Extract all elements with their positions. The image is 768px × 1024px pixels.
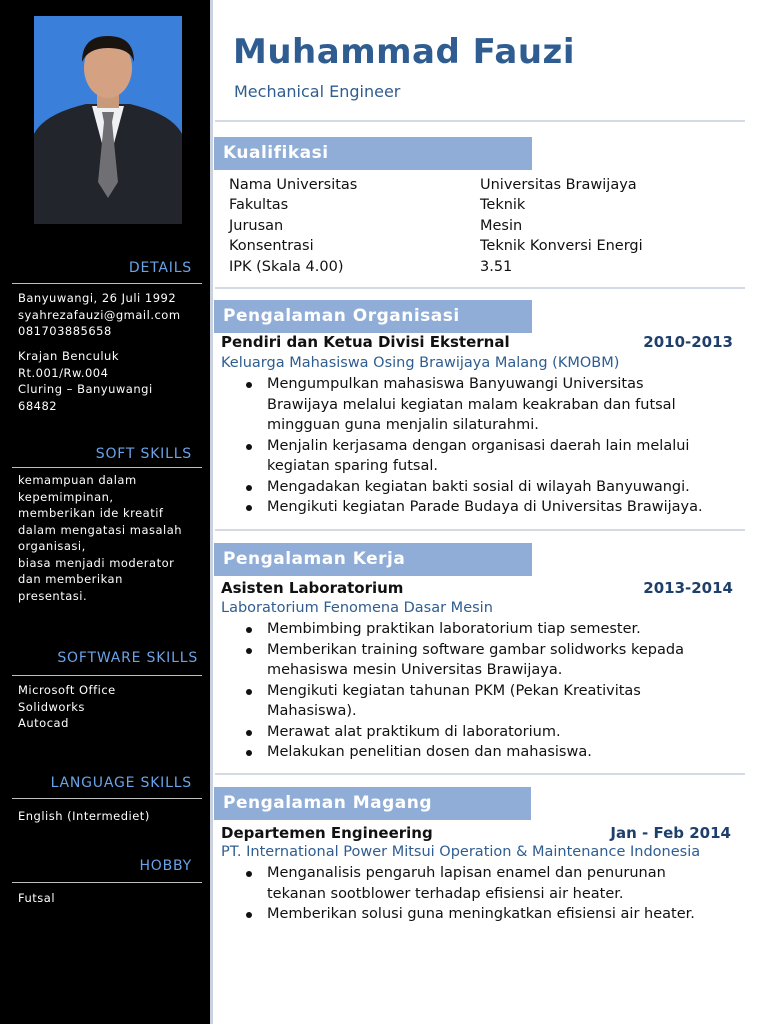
bullet-line: Merawat alat praktikum di laboratorium. [267,723,561,740]
bullet-line: Mengadakan kegiatan bakti sosial di wilayah Banyuwangi. [267,478,690,495]
header-divider [215,120,745,122]
software-item: Solidworks [18,699,85,714]
soft-skills-text [18,472,198,604]
soft-skills-line: kepemimpinan, [18,489,114,504]
qualification-row [229,218,729,238]
kerja-heading: Pengalaman Kerja [223,549,406,569]
kualifikasi-divider [215,287,745,289]
soft-skills-divider [12,467,202,468]
list-item [246,374,746,436]
profile-photo [34,16,182,224]
soft-skills-line: dan memberikan [18,572,123,586]
organisasi-divider [215,529,745,531]
bullet-line: mehasiswa mesin Universitas Brawijaya. [267,662,563,678]
kerja-position: Asisten Laboratorium [221,579,404,597]
list-item [246,863,746,904]
organisasi-org: Keluarga Mahasiswa Osing Brawijaya Malang (KMOBM) [221,355,620,371]
magang-date: Jan - Feb 2014 [610,824,731,842]
hobby-divider [12,882,202,883]
hobby-item: Futsal [18,891,56,905]
list-item [246,436,746,477]
address-line: Cluring – Banyuwangi [18,382,153,396]
organisasi-heading: Pengalaman Organisasi [223,306,460,326]
organisasi-section-bar [214,300,532,333]
magang-section-bar [214,787,531,820]
organisasi-bullets [246,374,746,518]
birth-info: Banyuwangi, 26 Juli 1992 [18,291,177,305]
details-contact [18,290,198,340]
magang-position: Departemen Engineering [221,824,433,842]
address-line: Rt.001/Rw.004 [18,365,109,380]
job-title: Mechanical Engineer [234,82,401,101]
qualification-value: Teknik Konversi Energi [480,238,643,254]
soft-skills-line: dalam mengatasi masalah [18,522,183,537]
qualification-row [229,177,729,197]
list-item [246,619,746,640]
software-item: Microsoft Office [18,683,116,697]
organisasi-position: Pendiri dan Ketua Divisi Eksternal [221,333,510,351]
kerja-org: Laboratorium Fenomena Dasar Mesin [221,600,493,616]
bullet-line: Memberikan training software gambar solidworks kepada [267,641,684,658]
bullet-line: Brawijaya melalui kegiatan malam keakraban dan futsal [267,396,676,413]
bullet-line: Mahasiswa). [267,703,357,719]
details-address [18,348,198,414]
qualification-row [229,259,729,279]
qualification-key: Jurusan [229,218,284,234]
bullet-line: Memberikan solusi guna meningkatkan efisiensi air heater. [267,906,695,922]
language-skills-divider [12,798,202,799]
qualification-value: 3.51 [480,259,513,275]
software-skills-divider [12,675,202,676]
bullet-line: Membimbing praktikan laboratorium tiap semester. [267,621,641,637]
phone-text: 081703885658 [18,324,112,338]
qualification-key: IPK (Skala 4.00) [229,259,344,275]
magang-org: PT. International Power Mitsui Operation & Maintenance Indonesia [221,844,701,860]
address-line: 68482 [18,398,58,413]
list-item [246,640,746,681]
bullet-line: Menjalin kerjasama dengan organisasi daerah lain melalui [267,437,690,454]
qualification-value: Teknik [480,197,526,213]
kerja-divider [215,773,745,775]
soft-skills-line: biasa menjadi moderator [18,555,175,570]
magang-bullets [246,863,746,925]
person-name: Muhammad Fauzi [233,32,575,72]
magang-heading: Pengalaman Magang [223,793,433,813]
qualification-value: Mesin [480,218,523,234]
language-skills-list [18,808,198,825]
kerja-date: 2013-2014 [643,579,733,597]
soft-skills-line: memberikan ide kreatif [18,506,164,520]
soft-skills-line: kemampuan dalam [18,473,137,487]
list-item [246,904,746,925]
soft-skills-line: organisasi, [18,539,86,553]
sidebar-edge [210,0,213,1024]
bullet-line: mingguan guna menjalin silaturahmi. [267,417,539,433]
bullet-line: tekanan sootblower terhadap efisiensi air heater. [267,885,624,902]
organisasi-date: 2010-2013 [643,333,733,351]
list-item [246,742,746,763]
qualification-row [229,197,729,217]
bullet-line: Mengikuti kegiatan tahunan PKM (Pekan Kreativitas [267,682,641,699]
software-skills-heading: SOFTWARE SKILLS [57,650,198,666]
qualification-key: Konsentrasi [229,238,314,254]
list-item [246,477,746,498]
language-skills-heading: LANGUAGE SKILLS [50,775,192,791]
kerja-section-bar [214,543,532,576]
kualifikasi-heading: Kualifikasi [223,143,329,163]
list-item [246,497,746,518]
bullet-line: Mengikuti kegiatan Parade Budaya di Universitas Brawijaya. [267,499,703,515]
soft-skills-heading: SOFT SKILLS [95,446,192,462]
language-item: English (Intermediet) [18,809,150,823]
address-line: Krajan Benculuk [18,349,120,363]
bullet-line: Menganalisis pengaruh lapisan enamel dan penurunan [267,865,666,881]
kerja-bullets [246,619,746,763]
list-item [246,681,746,722]
software-item: Autocad [18,716,69,730]
email-text: syahrezafauzi@gmail.com [18,307,181,322]
details-heading: DETAILS [128,260,192,276]
list-item [246,722,746,743]
sidebar [0,0,210,1024]
qualification-key: Nama Universitas [229,177,358,193]
bullet-line: kegiatan sparing futsal. [267,458,438,474]
qualification-key: Fakultas [229,197,289,213]
software-skills-list [18,682,198,732]
soft-skills-line: presentasi. [18,588,88,603]
qualification-row [229,238,729,258]
bullet-line: Mengumpulkan mahasiswa Banyuwangi Universitas [267,376,644,392]
kualifikasi-section-bar [214,137,532,170]
qualification-value: Universitas Brawijaya [480,177,637,193]
hobby-list [18,890,198,907]
person-portrait-icon [34,16,182,224]
bullet-line: Melakukan penelitian dosen dan mahasiswa. [267,744,592,760]
details-divider [12,283,202,284]
hobby-heading: HOBBY [139,858,192,874]
